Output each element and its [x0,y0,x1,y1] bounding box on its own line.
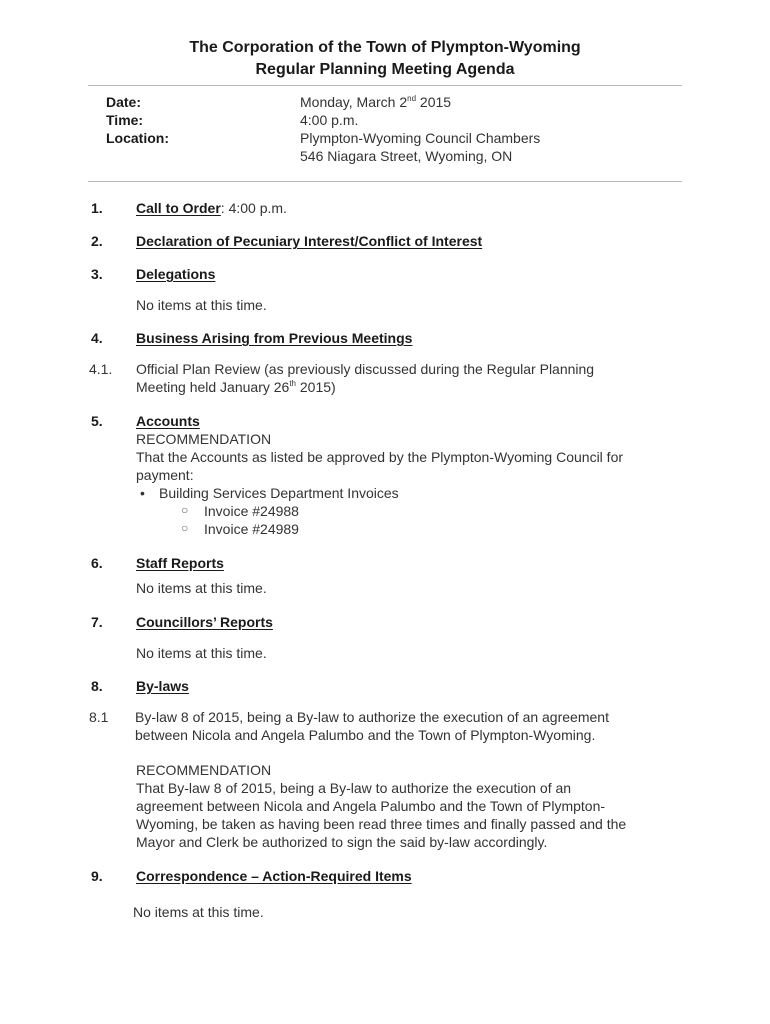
item-5-line-1: That the Accounts as listed be approved by the Plympton-Wyoming Council for [136,449,624,465]
date-value: Monday, March 2nd 2015 [300,94,452,110]
item-6-note: No items at this time. [136,580,267,596]
item-8-rec-line-2: agreement between Nicola and Angela Palumbo and the Town of Plympton- [136,798,606,814]
item-8-number: 8. [91,678,103,694]
item-8-heading: By-laws [136,678,189,694]
item-4-1-line-2: Meeting held January 26th 2015) [136,379,336,395]
item-9-note: No items at this time. [133,904,264,920]
document-title: The Corporation of the Town of Plympton-Wyoming [189,39,581,56]
divider-meta [88,181,682,182]
document-subtitle: Regular Planning Meeting Agenda [255,61,515,78]
item-8-rec-line-3: Wyoming, be taken as having been read three times and finally passed and the [136,816,627,832]
item-5-invoice-2: Invoice #24989 [204,521,299,537]
item-8-recommendation: RECOMMENDATION [136,762,272,778]
time-label: Time: [106,112,144,128]
location-line-1: Plympton-Wyoming Council Chambers [300,130,541,146]
item-1-number: 1. [91,200,103,216]
item-5-number: 5. [91,413,103,429]
item-1-heading: Call to Order [136,200,221,216]
time-value: 4:00 p.m. [300,112,359,128]
item-3-heading: Delegations [136,266,216,282]
location-label: Location: [106,130,169,146]
item-2-heading: Declaration of Pecuniary Interest/Conflict of Interest [136,233,483,249]
item-7-heading: Councillors’ Reports [136,614,273,630]
item-5-recommendation: RECOMMENDATION [136,431,272,447]
item-7-number: 7. [91,614,103,630]
item-6-heading: Staff Reports [136,555,224,571]
item-3-number: 3. [91,266,103,282]
item-5-heading: Accounts [136,413,200,429]
item-9-number: 9. [91,868,103,884]
item-1-line [136,200,287,216]
item-4-number: 4. [91,330,103,346]
divider-top [88,85,682,86]
circle-bullet-icon: ○ [181,503,189,517]
item-4-1-line-1: Official Plan Review (as previously discussed during the Regular Planning [136,361,595,377]
item-3-note: No items at this time. [136,297,267,313]
item-8-1-number: 8.1 [89,709,109,725]
item-8-1-line-2: between Nicola and Angela Palumbo and the Town of Plympton-Wyoming. [135,727,596,743]
item-7-note: No items at this time. [136,645,267,661]
item-8-rec-line-4: Mayor and Clerk be authorized to sign the said by-law accordingly. [136,834,548,850]
item-6-number: 6. [91,555,103,571]
bullet-dot-icon: • [140,485,145,501]
location-line-2: 546 Niagara Street, Wyoming, ON [300,148,513,164]
item-8-rec-line-1: That By-law 8 of 2015, being a By-law to authorize the execution of an [136,780,572,796]
item-8-1-line-1: By-law 8 of 2015, being a By-law to authorize the execution of an agreement [135,709,609,725]
item-1-time: : 4:00 p.m. [220,200,287,216]
date-label: Date: [106,94,142,110]
item-5-invoice-1: Invoice #24988 [204,503,299,519]
circle-bullet-icon: ○ [181,521,189,535]
item-4-heading: Business Arising from Previous Meetings [136,330,413,346]
item-5-bullet: Building Services Department Invoices [159,485,399,501]
item-5-line-2: payment: [136,467,194,483]
item-4-1-number: 4.1. [89,361,113,377]
item-2-number: 2. [91,233,103,249]
item-9-heading: Correspondence – Action-Required Items [136,868,412,884]
